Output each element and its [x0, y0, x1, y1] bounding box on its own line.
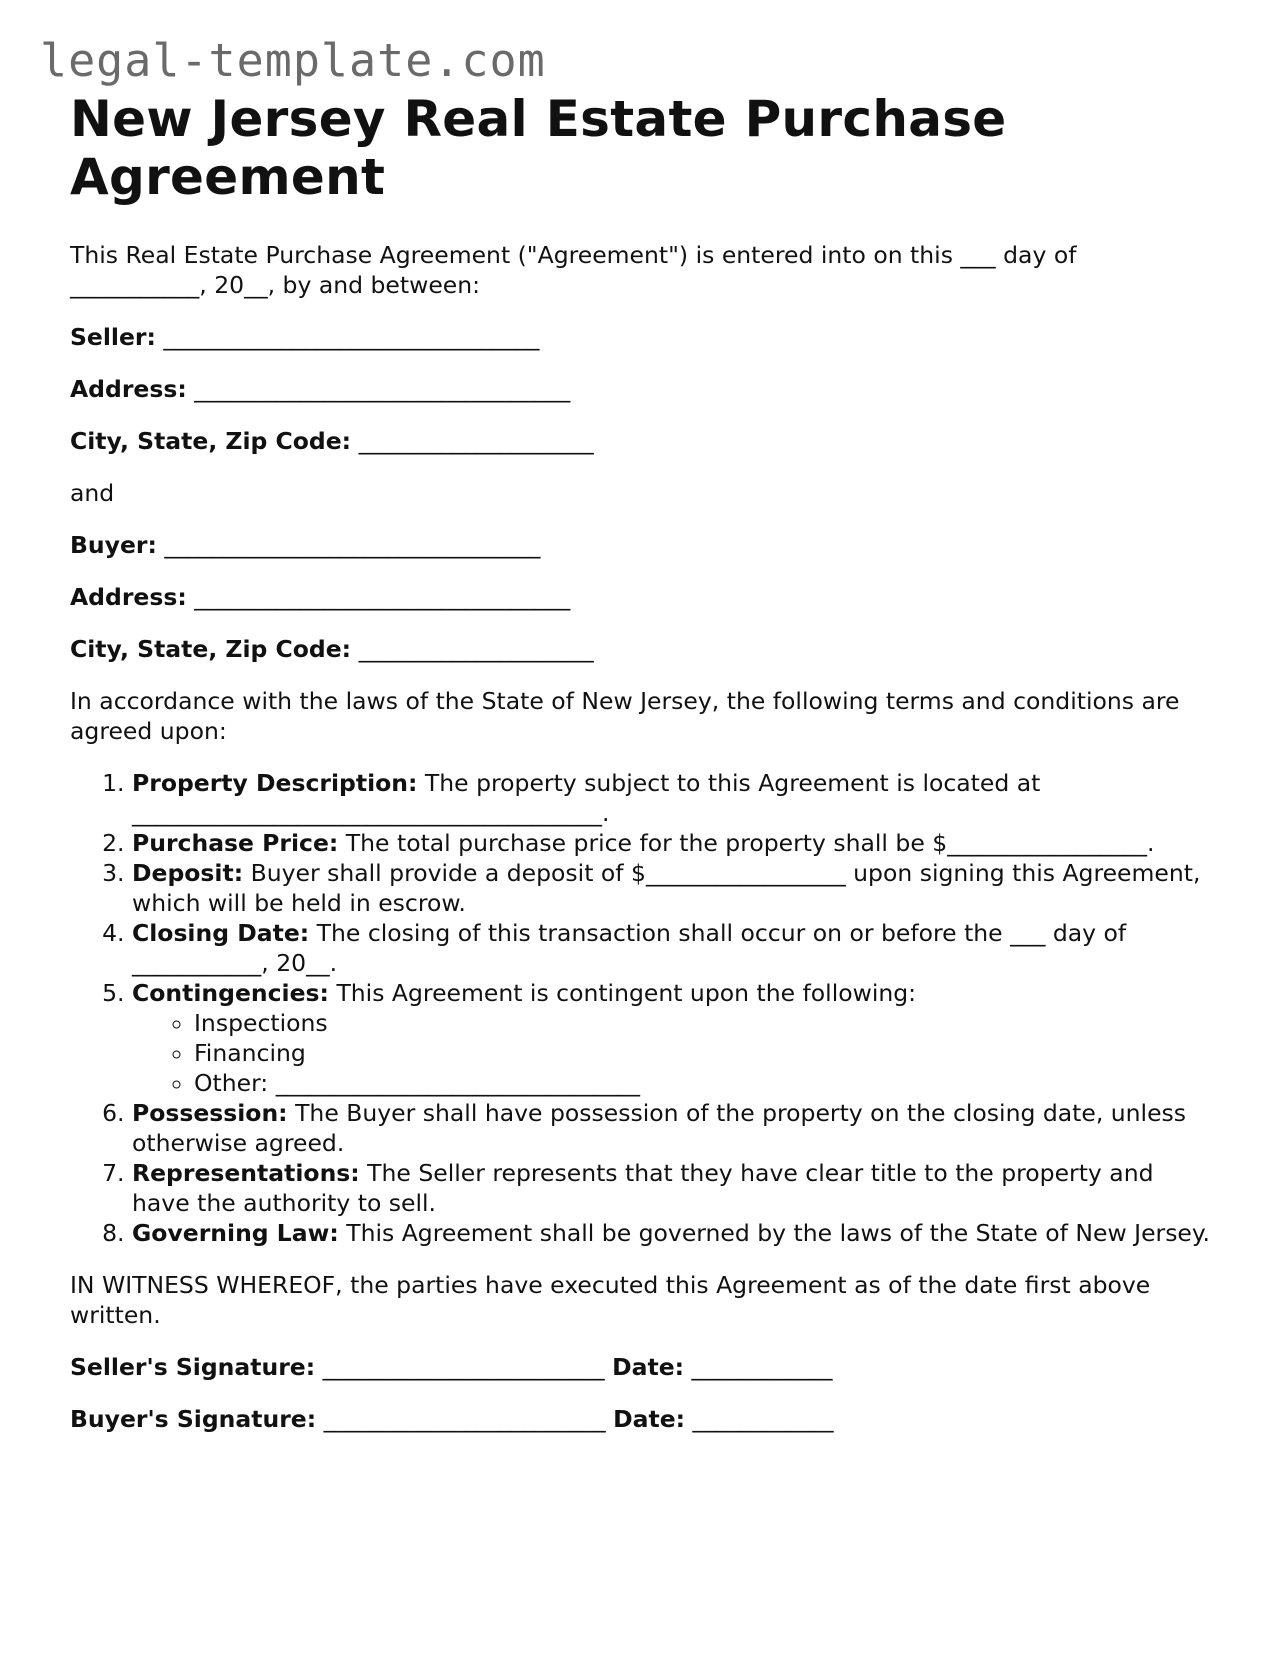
term-label: Closing Date: [132, 919, 310, 947]
buyer-address-field [70, 582, 1210, 612]
preamble: In accordance with the laws of the State of New Jersey, the following terms and conditions are agreed upon: [70, 687, 1180, 745]
seller-name-field [70, 322, 1210, 352]
term-label: Deposit: [132, 859, 244, 887]
term-deposit [132, 858, 1210, 918]
buyer-city-label: City, State, Zip Code: [70, 635, 352, 663]
buyer-name-field [70, 530, 1210, 560]
seller-city-label: City, State, Zip Code: [70, 427, 352, 455]
term-closing-date [132, 918, 1210, 978]
term-text: The property subject to this Agreement is located at ________________________________________. [132, 769, 1041, 827]
document-body [70, 90, 1210, 1456]
contingency-item: ◦ Inspections [194, 1008, 1210, 1038]
term-text: The Seller represents that they have clear title to the property and have the authority to sell. [132, 1159, 1154, 1217]
term-label: Representations: [132, 1159, 360, 1187]
term-text: The Buyer shall have possession of the property on the closing date, unless otherwise agreed. [132, 1099, 1187, 1157]
buyer-name-blank[interactable]: ________________________________ [164, 531, 541, 559]
seller-name-label: Seller: [70, 323, 156, 351]
seller-date-label: Date: [612, 1353, 685, 1381]
buyer-date-label: Date: [613, 1405, 686, 1433]
term-label: Contingencies: [132, 979, 329, 1007]
term-text: The closing of this transaction shall occur on or before the ___ day of ___________, 20__. [132, 919, 1127, 977]
witness-paragraph: IN WITNESS WHEREOF, the parties have executed this Agreement as of the date first above written. [70, 1271, 1151, 1329]
seller-name-blank[interactable]: ________________________________ [163, 323, 540, 351]
term-label: Possession: [132, 1099, 288, 1127]
seller-date-blank[interactable]: ____________ [691, 1353, 833, 1381]
seller-city-field [70, 426, 1210, 456]
buyer-city-blank[interactable]: ____________________ [358, 635, 594, 663]
seller-signature-label: Seller's Signature: [70, 1353, 316, 1381]
seller-address-blank[interactable]: ________________________________ [194, 375, 571, 403]
seller-signature-line [70, 1352, 1210, 1382]
document-title: New Jersey Real Estate Purchase Agreement [70, 90, 1007, 206]
term-governing-law [132, 1218, 1210, 1248]
term-label: Governing Law: [132, 1219, 339, 1247]
buyer-date-blank[interactable]: ____________ [692, 1405, 834, 1433]
buyer-address-blank[interactable]: ________________________________ [194, 583, 571, 611]
terms-list [70, 768, 1210, 1248]
term-property-description [132, 768, 1210, 828]
term-label: Purchase Price: [132, 829, 339, 857]
term-contingencies [132, 978, 1210, 1098]
seller-signature-blank[interactable]: ________________________ [322, 1353, 605, 1381]
term-text: Buyer shall provide a deposit of $_________________ upon signing this Agreement, which will be held in escrow. [132, 859, 1201, 917]
term-text: The total purchase price for the property shall be $_________________. [345, 829, 1155, 857]
seller-address-label: Address: [70, 375, 187, 403]
watermark: legal-template.com [40, 34, 546, 87]
buyer-signature-line [70, 1404, 1210, 1434]
buyer-address-label: Address: [70, 583, 187, 611]
seller-city-blank[interactable]: ____________________ [358, 427, 594, 455]
intro-paragraph: This Real Estate Purchase Agreement ("Agreement") is entered into on this ___ day of ___________, 20__, by and between: [70, 241, 1077, 299]
buyer-signature-blank[interactable]: ________________________ [323, 1405, 606, 1433]
contingency-item: ◦ Financing [194, 1038, 1210, 1068]
conjunction: and [70, 479, 115, 507]
seller-address-field [70, 374, 1210, 404]
term-representations [132, 1158, 1210, 1218]
buyer-city-field [70, 634, 1210, 664]
contingency-item: ◦ Other: _______________________________ [194, 1068, 1210, 1098]
term-text: This Agreement is contingent upon the following: [336, 979, 917, 1007]
term-label: Property Description: [132, 769, 418, 797]
buyer-name-label: Buyer: [70, 531, 157, 559]
term-text: This Agreement shall be governed by the laws of the State of New Jersey. [346, 1219, 1210, 1247]
term-possession [132, 1098, 1210, 1158]
contingencies-list [132, 1008, 1210, 1098]
buyer-signature-label: Buyer's Signature: [70, 1405, 317, 1433]
term-purchase-price [132, 828, 1210, 858]
